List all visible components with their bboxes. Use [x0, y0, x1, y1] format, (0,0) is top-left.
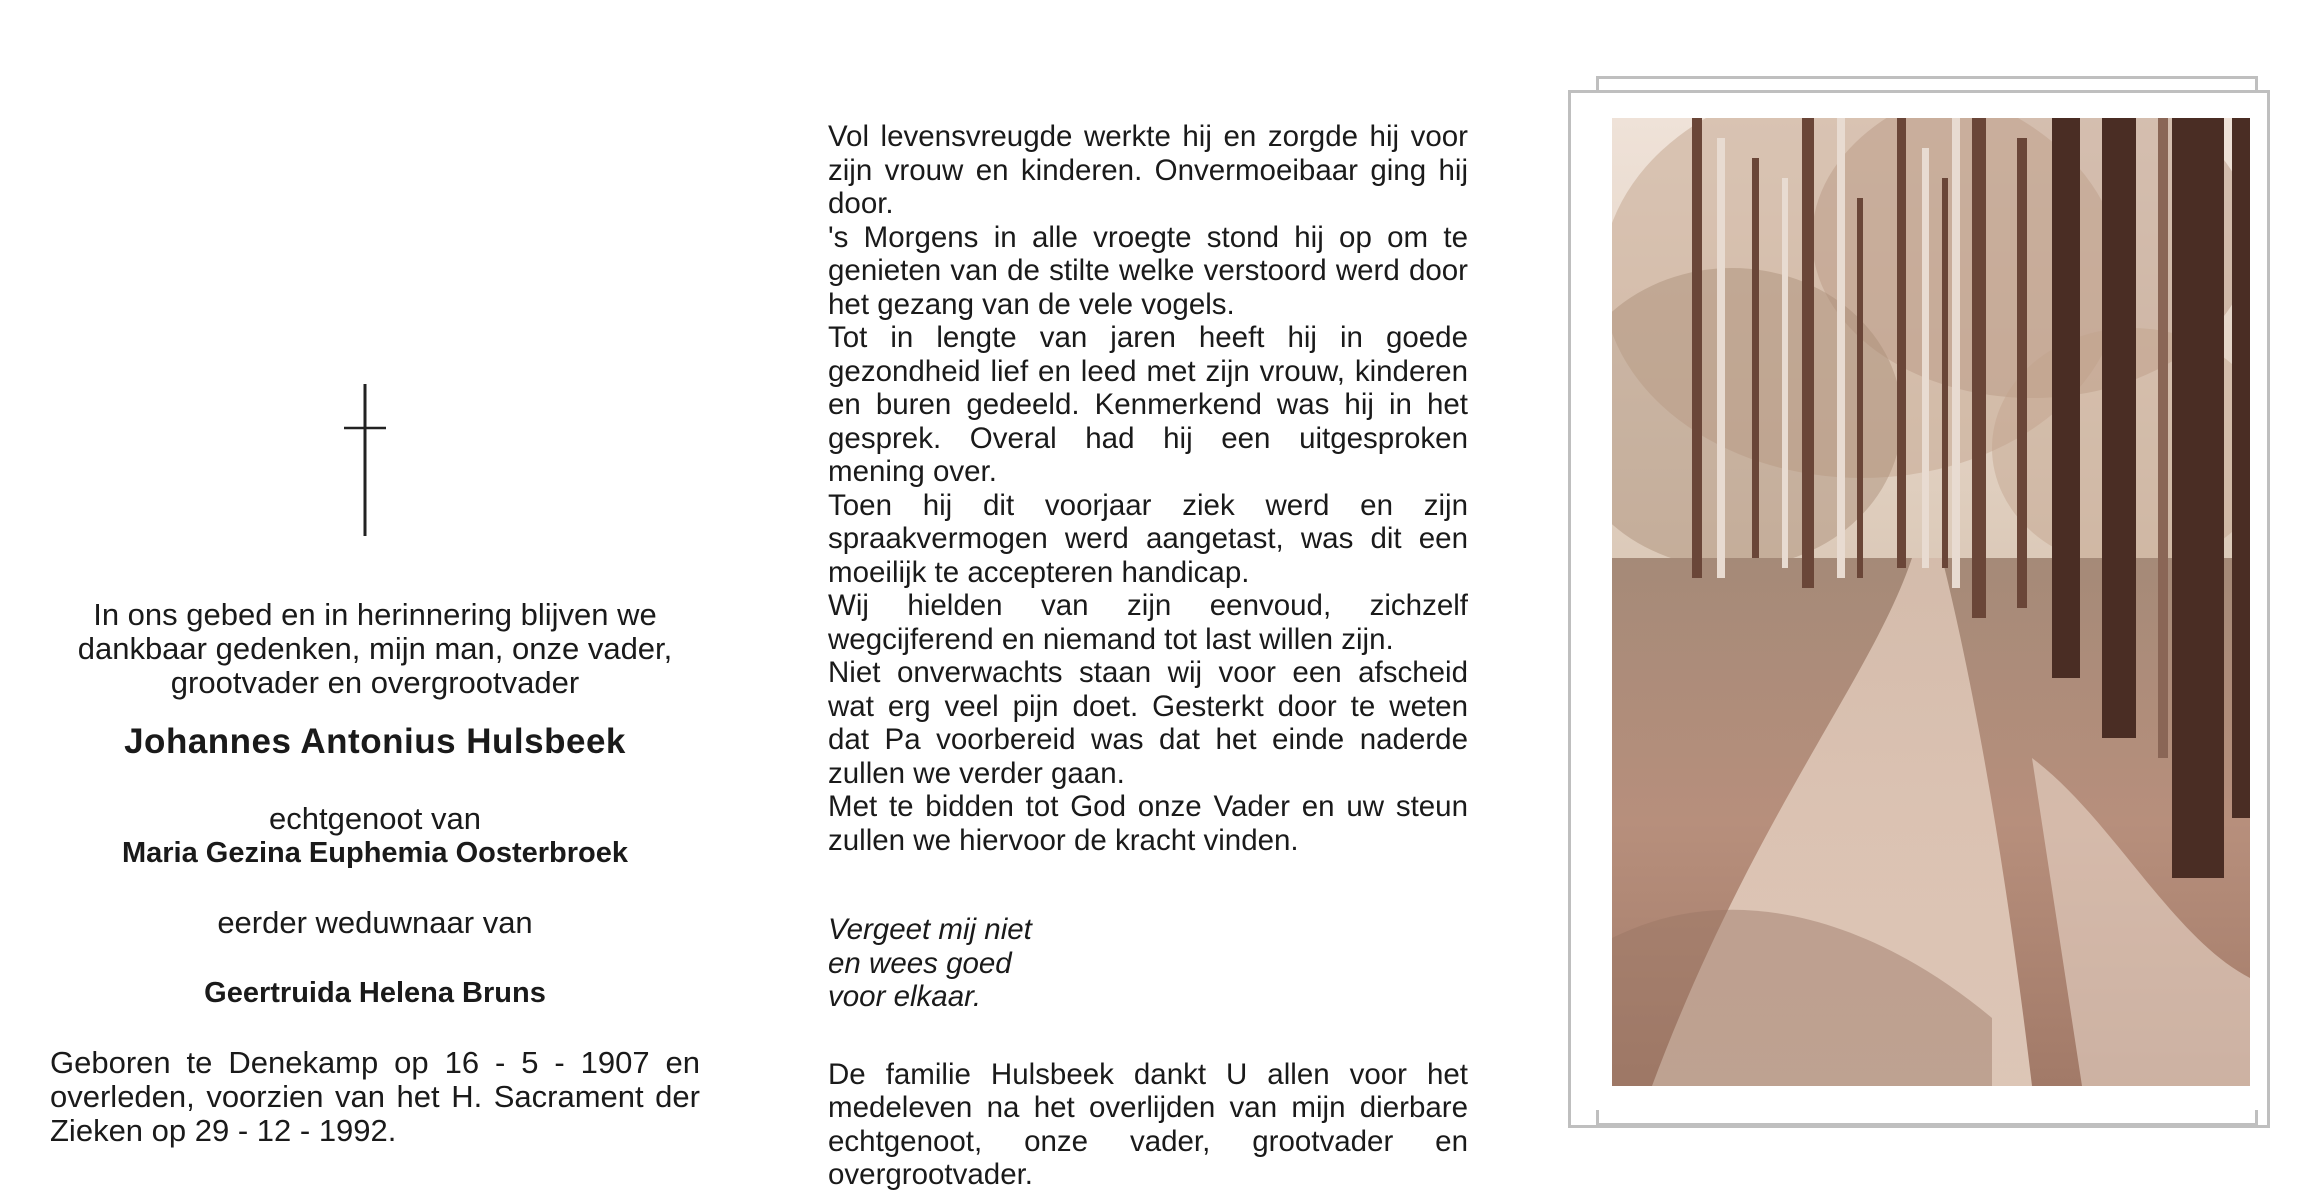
motto-line-2: en wees goed [828, 946, 1012, 980]
thanks-text: De familie Hulsbeek dankt U allen voor het medeleven na het overlijden van mijn dierbare echtgenoot, onze vader, grootvader en overgrootvader. [828, 1057, 1468, 1191]
intro-line-2: dankbaar gedenken, mijn man, onze vader, [77, 631, 673, 666]
forest-path-photo [1612, 118, 2250, 1086]
paragraph-2: 's Morgens in alle vroegte stond hij op om te genieten van de stilte welke verstoord werd door het gezang van de vele vogels. [828, 220, 1468, 321]
paragraph-7: Met te bidden tot God onze Vader en uw steun zullen we hiervoor de kracht vinden. [828, 790, 1468, 857]
deceased-name: Johannes Antonius Hulsbeek [124, 722, 626, 761]
cross-icon [320, 380, 410, 540]
paragraph-4: Toen hij dit voorjaar ziek werd en zijn spraakvermogen werd aangetast, was dit een moeilijk te accepteren handicap. [828, 488, 1468, 589]
earlier-label: eerder weduwnaar van [217, 905, 533, 940]
intro-line-3: grootvader en overgrootvader [170, 665, 580, 700]
motto-line-3: voor elkaar. [828, 980, 982, 1013]
memorial-text-column [828, 120, 1468, 1192]
paragraph-3: Tot in lengte van jaren heeft hij in goede gezondheid lief en leed met zijn vrouw, kinderen en buren gedeeld. Kenmerkend was hij in het gesprek. Overal had hij een uitgesproken mening over. [828, 321, 1468, 488]
paragraph-1: Vol levensvreugde werkte hij en zorgde hij voor zijn vrouw en kinderen. Onvermoeibaar ging hij door. [828, 120, 1468, 220]
intro-line-1: In ons gebed en in herinnering blijven we [93, 597, 657, 632]
paragraph-6: Niet onverwachts staan wij voor een afscheid wat erg veel pijn doet. Gesterkt door te weten dat Pa voorbereid was dat het einde naderde zullen we verder gaan. [828, 656, 1468, 790]
motto [828, 913, 1468, 1014]
paragraph-5: Wij hielden van zijn eenvoud, zichzelf wegcijferend en niemand tot last willen zijn. [828, 589, 1468, 656]
spouse-name: Maria Gezina Euphemia Oosterbroek [121, 837, 629, 869]
motto-line-1: Vergeet mij niet [828, 913, 1032, 946]
spouse-label: echtgenoot van [268, 801, 481, 836]
memorial-left-panel [50, 598, 700, 1148]
first-wife-name: Geertruida Helena Bruns [204, 977, 546, 1009]
birth-death-text: Geboren te Denekamp op 16 - 5 - 1907 en overleden, voorzien van het H. Sacrament der Zieken op 29 - 12 - 1992. [50, 1045, 700, 1148]
